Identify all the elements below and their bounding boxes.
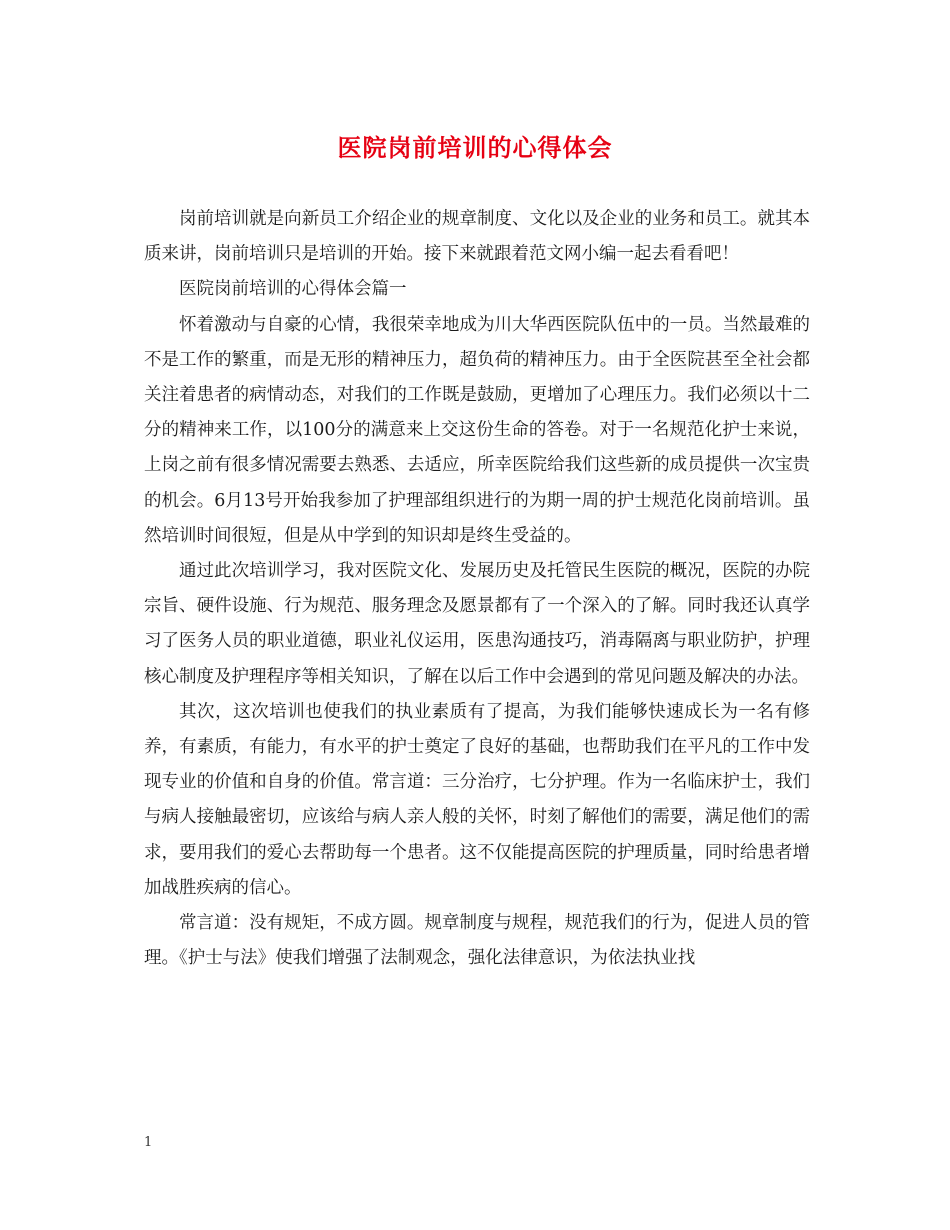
document-title: 医院岗前培训的心得体会 xyxy=(337,133,613,162)
paragraph: 其次，这次培训也使我们的执业素质有了提高，为我们能够快速成长为一名有修养，有素质，有能力，有水平的护士奠定了良好的基础，也帮助我们在平凡的工作中发现专业的价值和自身的价值。常言道：三分治疗，七分护理。作为一名临床护士，我们与病人接触最密切，应该给与病人亲人般的关怀，时刻了解他们的需要，满足他们的需求，要用我们的爱心去帮助每一个患者。这不仅能提高医院的护理质量，同时给患者增加战胜疾病的信心。 xyxy=(144,701,810,898)
page-number: 1 xyxy=(144,1135,153,1150)
section-heading: 医院岗前培训的心得体会篇一 xyxy=(179,279,407,300)
paragraph: 通过此次培训学习，我对医院文化、发展历史及托管民生医院的概况，医院的办院宗旨、硬件设施、行为规范、服务理念及愿景都有了一个深入的了解。同时我还认真学习了医务人员的职业道德，职业礼仪运用，医患沟通技巧，消毒隔离与职业防护，护理核心制度及护理程序等相关知识，了解在以后工作中会遇到的常见问题及解决的办法。 xyxy=(144,561,810,687)
document-body xyxy=(144,202,810,976)
paragraph: 怀着激动与自豪的心情，我很荣幸地成为川大华西医院队伍中的一员。当然最难的不是工作的繁重，而是无形的精神压力，超负荷的精神压力。由于全医院甚至全社会都关注着患者的病情动态，对我们的工作既是鼓励，更增加了心理压力。我们必须以十二分的精神来工作，以100分的满意来上交这份生命的答卷。对于一名规范化护士来说，上岗之前有很多情况需要去熟悉、去适应，所幸医院给我们这些新的成员提供一次宝贵的机会。6月13号开始我参加了护理部组织进行的为期一周的护士规范化岗前培训。虽然培训时间很短，但是从中学到的知识却是终生受益的。 xyxy=(144,314,810,546)
paragraph-intro: 岗前培训就是向新员工介绍企业的规章制度、文化以及企业的业务和员工。就其本质来讲，岗前培训只是培训的开始。接下来就跟着范文网小编一起去看看吧！ xyxy=(144,209,810,265)
paragraph: 常言道：没有规矩，不成方圆。规章制度与规程，规范我们的行为，促进人员的管理。《护士与法》使我们增强了法制观念，强化法律意识，为依法执业找 xyxy=(144,913,810,969)
